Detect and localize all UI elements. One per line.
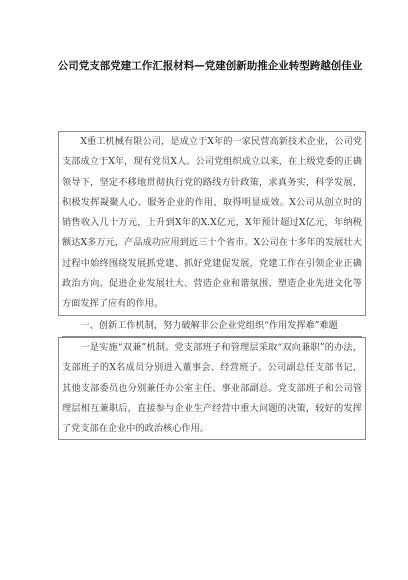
document-title: 公司党支部党建工作汇报材料—党建创新助推企业转型跨越创佳业: [57, 60, 363, 72]
intro-paragraph: X重工机械有限公司，是成立于X年的一家民营高新技术企业，公司党支部成立于X年，现有党员X人。公司党组织成立以来，在上级党委的正确领导下，坚定不移地贯彻执行党的路线方针政策，求真务实，科学发展，积极发挥凝聚人心、服务企业的作用，取得明显成效。X公司从创立时的销售收入几十万元，上升到X年的X.X亿元，X年预计超过X亿元，年纳税额达X多万元，产品成功应用到近三十个省市。X公司在十多年的发展壮大过程中始终围绕发展抓党建、抓好党建促发展，党建工作在引领企业正确政治方向、促进企业发展壮大、营造企业和谐氛围、塑造企业先进文化等方面发挥了应有的作用。: [58, 131, 366, 316]
section-heading-1: 一、创新工作机制，努力破解非公企业党组织“作用发挥难”难题: [62, 316, 362, 337]
document-body: [62, 131, 362, 440]
section-1-paragraph: 一是实施“双兼”机制。党支部班子和管理层采取“双向兼职”的办法，支部班子的X名成员分别进入董事会、经营班子。公司副总任支部书记，其他支部委员也分别兼任办公室主任、事业部副总。党支部班子和公司管理层相互兼职后，直接参与企业生产经营中重大问题的决策，较好的发挥了党支部在企业中的政治核心作用。: [58, 337, 366, 440]
